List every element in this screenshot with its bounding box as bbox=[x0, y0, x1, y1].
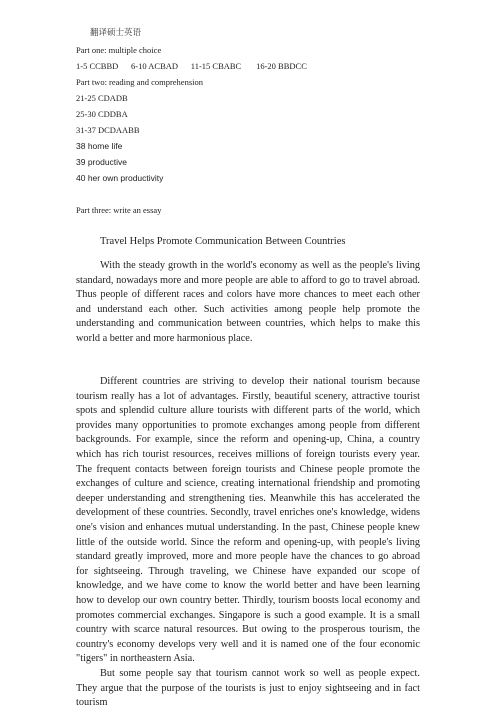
part-one-answers: 1-5 CCBBD 6-10 ACBAD 11-15 CBABC 16-20 BBDCC bbox=[76, 61, 307, 71]
answer-line: 38 home life bbox=[76, 141, 123, 151]
document-title: 翻译硕士英语 bbox=[90, 27, 142, 37]
essay-title: Travel Helps Promote Communication Between Countries bbox=[100, 236, 346, 247]
part-three-heading: Part three: write an essay bbox=[76, 205, 162, 215]
part-two-heading: Part two: reading and comprehension bbox=[76, 77, 203, 87]
answer-line: 25-30 CDDBA bbox=[76, 109, 128, 119]
essay-paragraph: Different countries are striving to develop their national tourism because tourism really has a lot of advantages. Firstly, beautiful scenery, attractive tourist spots and splendid culture allure tourists with different parts of the world, which provides many opportunities to promote exchanges among people from different backgrounds. For example, since the reform and opening-up, China, a country which has rich tourist resources, receives millions of foreign tourists every year. The frequent contacts between foreign tourists and Chinese people promote the exchanges of culture and science, creating international friendship and promoting deeper understanding and strengthening ties. Meanwhile this has accelerated the development of these countries. Secondly, travel enriches one's knowledge, widens one's vision and enhances mutual understanding. In the past, Chinese people knew little of the outside world. Since the reform and opening-up, with people's living standard greatly improved, more and more people have the chances to go abroad for sightseeing. Through traveling, we Chinese have expanded our scope of knowledge, and we have come to know the world better and have been learning how to develop our own country better. Thirdly, tourism boosts local economy and promotes commercial exchanges. Singapore is such a good example. It is a small country with scarce natural resources. But owing to the prosperous tourism, the country's economy develops very well and it is named one of the four economic "tigers" in northeastern Asia. bbox=[76, 376, 420, 665]
essay-paragraph: But some people say that tourism cannot work so well as people expect. They argue that the purpose of the tourists is just to enjoy sightseeing and in fact tourism bbox=[76, 668, 420, 709]
answer-line: 39 productive bbox=[76, 157, 128, 167]
answer-line: 31-37 DCDAABB bbox=[76, 125, 140, 135]
essay-paragraph: With the steady growth in the world's economy as well as the people's living standard, nowadays more and more people are able to afford to go to travel abroad. Thus people of different races and colors have more chances to meet each other and understand each other. Such activities among people help promote the understanding and communication between countries, which helps to make this world a better and more harmonious place. bbox=[76, 260, 420, 344]
answer-line: 21-25 CDADB bbox=[76, 93, 128, 103]
part-one-heading: Part one: multiple choice bbox=[76, 45, 162, 55]
answer-line: 40 her own productivity bbox=[76, 173, 164, 183]
